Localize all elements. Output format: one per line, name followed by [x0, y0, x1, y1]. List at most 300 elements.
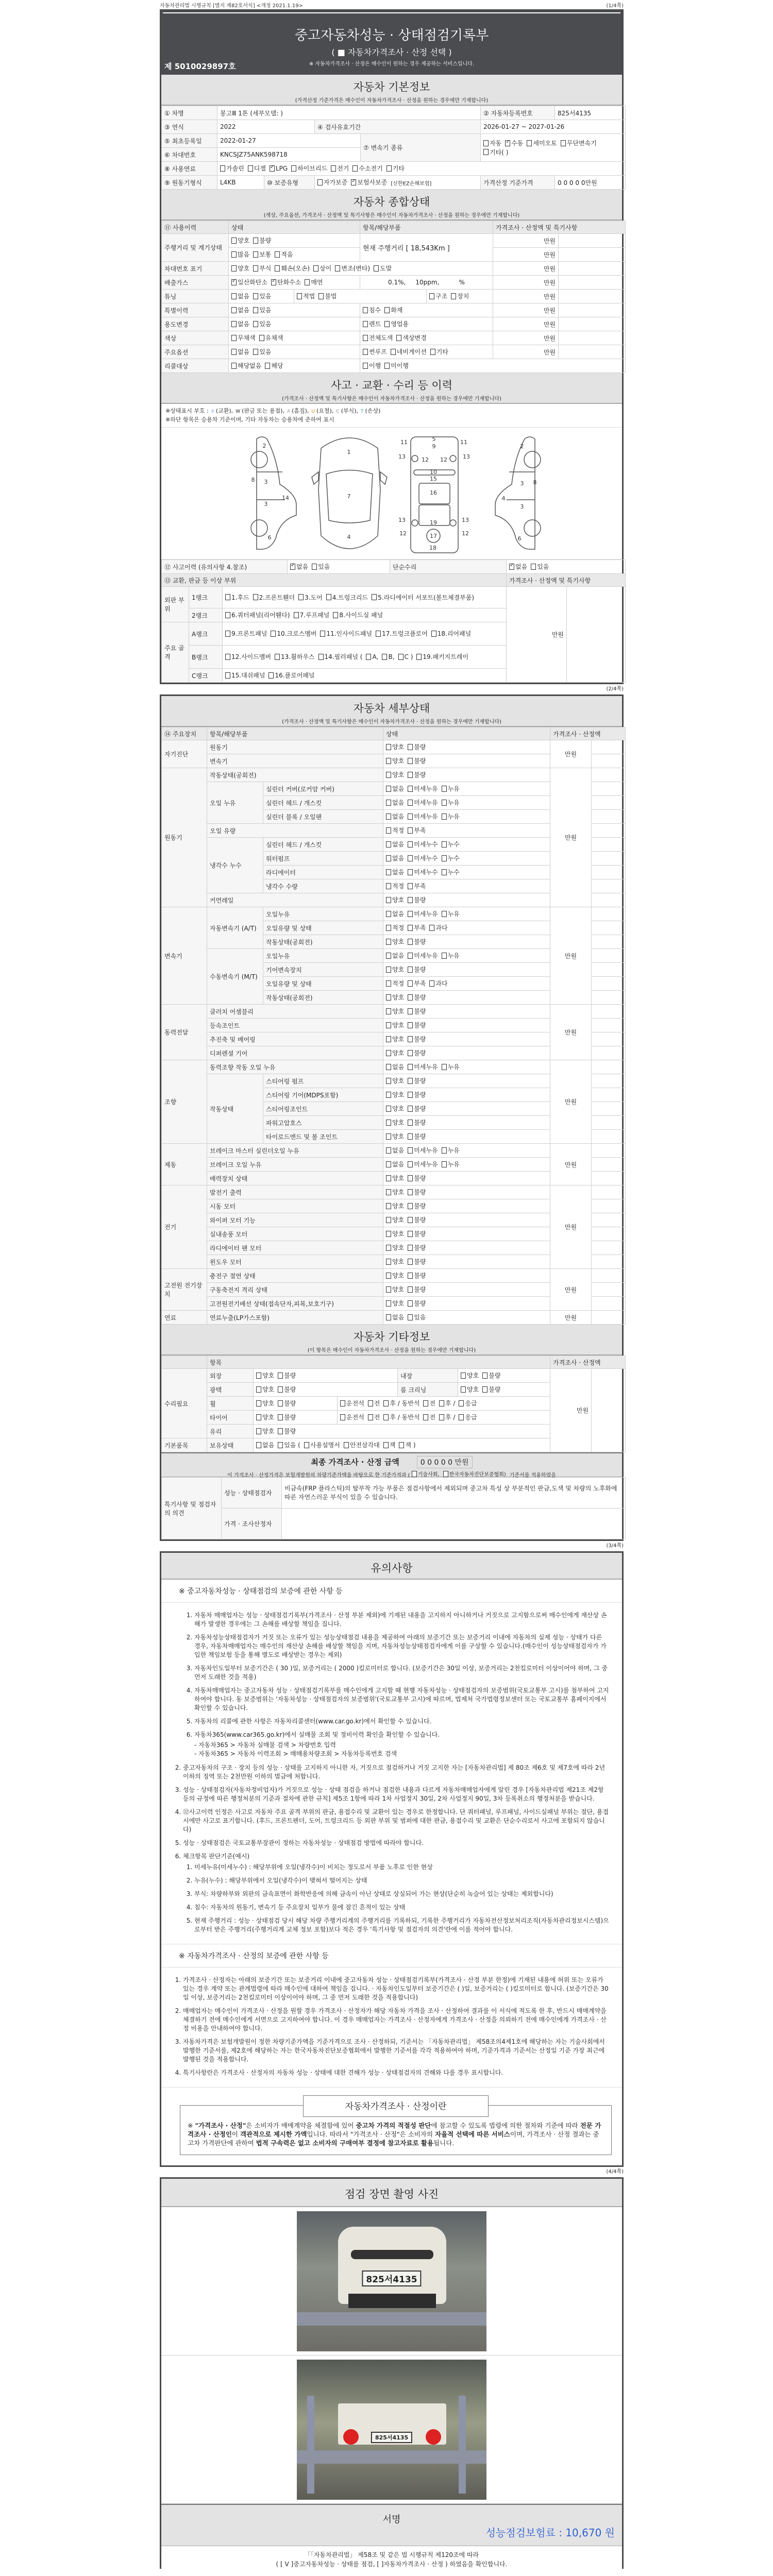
checkbox-icon[interactable]: [442, 855, 447, 861]
checkbox-icon[interactable]: [408, 1092, 413, 1098]
checkbox-option[interactable]: [429, 292, 447, 300]
checkbox-icon[interactable]: [408, 883, 413, 889]
checkbox-icon[interactable]: [482, 1372, 488, 1379]
checkbox-icon[interactable]: [386, 1245, 391, 1251]
checkbox-option[interactable]: [270, 165, 288, 172]
checkbox-icon[interactable]: [331, 165, 336, 172]
checkbox-option[interactable]: [326, 593, 368, 602]
checkbox-option[interactable]: [386, 993, 404, 1002]
checkbox-icon[interactable]: [408, 1050, 413, 1056]
checkbox-option[interactable]: [386, 965, 404, 974]
checkbox-icon[interactable]: [483, 149, 489, 155]
checkbox-icon[interactable]: [451, 293, 456, 299]
checkbox-option[interactable]: [408, 1076, 426, 1085]
checkbox-icon[interactable]: [386, 1036, 391, 1042]
checkbox-option[interactable]: [408, 812, 438, 821]
checkbox-icon[interactable]: [253, 594, 258, 600]
checkbox-option[interactable]: [482, 1385, 500, 1394]
checkbox-icon[interactable]: [386, 980, 391, 987]
checkbox-icon[interactable]: [318, 654, 324, 660]
checkbox-option[interactable]: [271, 278, 301, 286]
checkbox-option[interactable]: [386, 1160, 404, 1168]
checkbox-option[interactable]: [294, 611, 330, 619]
checkbox-option[interactable]: [531, 562, 549, 571]
checkbox-icon[interactable]: [386, 1008, 391, 1014]
checkbox-option[interactable]: [386, 1271, 404, 1280]
checkbox-icon[interactable]: [225, 672, 230, 679]
checkbox-option[interactable]: [386, 895, 404, 904]
checkbox-option[interactable]: [386, 1229, 404, 1238]
checkbox-option[interactable]: [408, 1299, 426, 1308]
checkbox-option[interactable]: [399, 1440, 415, 1449]
checkbox-icon[interactable]: [384, 307, 390, 313]
checkbox-option[interactable]: [408, 1257, 426, 1266]
checkbox-option[interactable]: [340, 1399, 364, 1408]
checkbox-option[interactable]: [408, 1313, 426, 1321]
checkbox-icon[interactable]: [384, 363, 390, 369]
checkbox-icon[interactable]: [352, 165, 358, 172]
checkbox-option[interactable]: [275, 652, 314, 661]
checkbox-option[interactable]: [408, 1062, 438, 1071]
checkbox-option[interactable]: [231, 278, 267, 286]
checkbox-icon[interactable]: [408, 1036, 413, 1042]
checkbox-icon[interactable]: [335, 265, 340, 272]
checkbox-icon[interactable]: [429, 925, 434, 931]
checkbox-option[interactable]: [461, 1385, 479, 1394]
checkbox-icon[interactable]: [225, 594, 230, 600]
checkbox-option[interactable]: [231, 306, 249, 314]
checkbox-icon[interactable]: [275, 251, 280, 258]
checkbox-option[interactable]: [391, 347, 427, 356]
checkbox-icon[interactable]: [366, 654, 371, 660]
checkbox-icon[interactable]: [429, 980, 434, 987]
checkbox-icon[interactable]: [294, 612, 299, 618]
checkbox-option[interactable]: [253, 319, 271, 328]
checkbox-icon[interactable]: [439, 1400, 444, 1406]
checkbox-icon[interactable]: [363, 307, 368, 313]
checkbox-option[interactable]: [317, 178, 347, 187]
checkbox-icon[interactable]: [312, 564, 317, 570]
checkbox-icon[interactable]: [408, 800, 413, 806]
checkbox-icon[interactable]: [408, 1106, 413, 1112]
checkbox-icon[interactable]: [408, 1064, 413, 1070]
checkbox-icon[interactable]: [386, 814, 391, 820]
checkbox-option[interactable]: [408, 1021, 426, 1029]
checkbox-option[interactable]: [483, 139, 501, 147]
checkbox-option[interactable]: [253, 593, 295, 602]
checkbox-icon[interactable]: [412, 1471, 417, 1477]
checkbox-icon[interactable]: [383, 1400, 389, 1406]
checkbox-icon[interactable]: [253, 238, 258, 244]
checkbox-icon[interactable]: [386, 827, 391, 834]
checkbox-icon[interactable]: [253, 265, 258, 272]
checkbox-option[interactable]: [429, 979, 447, 988]
checkbox-option[interactable]: [265, 361, 283, 370]
checkbox-option[interactable]: [253, 264, 271, 273]
checkbox-icon[interactable]: [382, 654, 387, 660]
checkbox-option[interactable]: [231, 347, 249, 356]
checkbox-option[interactable]: [408, 951, 438, 960]
checkbox-icon[interactable]: [408, 744, 413, 750]
checkbox-option[interactable]: [368, 1399, 380, 1408]
checkbox-option[interactable]: [278, 1399, 296, 1408]
checkbox-icon[interactable]: [386, 897, 391, 903]
checkbox-icon[interactable]: [256, 1442, 261, 1448]
checkbox-icon[interactable]: [291, 165, 296, 172]
checkbox-option[interactable]: [442, 854, 460, 862]
checkbox-icon[interactable]: [442, 1064, 447, 1070]
checkbox-icon[interactable]: [386, 1217, 391, 1223]
checkbox-option[interactable]: [304, 1440, 340, 1449]
checkbox-option[interactable]: [225, 593, 249, 602]
checkbox-option[interactable]: [386, 1048, 404, 1057]
checkbox-icon[interactable]: [318, 293, 324, 299]
checkbox-icon[interactable]: [408, 1203, 413, 1209]
checkbox-icon[interactable]: [225, 654, 230, 660]
checkbox-icon[interactable]: [459, 1400, 464, 1406]
checkbox-icon[interactable]: [256, 1372, 261, 1379]
checkbox-option[interactable]: [383, 1399, 419, 1408]
checkbox-icon[interactable]: [416, 654, 422, 660]
checkbox-option[interactable]: [366, 653, 378, 660]
checkbox-option[interactable]: [386, 1201, 404, 1210]
checkbox-option[interactable]: [253, 250, 271, 259]
checkbox-option[interactable]: [376, 629, 428, 638]
checkbox-option[interactable]: [351, 178, 387, 187]
checkbox-option[interactable]: [386, 784, 404, 793]
checkbox-option[interactable]: [363, 319, 381, 328]
checkbox-icon[interactable]: [408, 869, 413, 875]
checkbox-option[interactable]: [363, 306, 381, 314]
checkbox-option[interactable]: [386, 868, 404, 876]
checkbox-option[interactable]: [408, 979, 426, 988]
checkbox-icon[interactable]: [408, 911, 413, 917]
checkbox-icon[interactable]: [386, 758, 391, 764]
checkbox-option[interactable]: [363, 333, 393, 342]
checkbox-option[interactable]: [382, 653, 394, 660]
checkbox-icon[interactable]: [423, 1414, 428, 1420]
checkbox-option[interactable]: [253, 292, 271, 300]
checkbox-icon[interactable]: [431, 631, 436, 637]
checkbox-option[interactable]: [256, 1371, 274, 1380]
checkbox-icon[interactable]: [298, 594, 304, 600]
checkbox-icon[interactable]: [225, 631, 230, 637]
checkbox-icon[interactable]: [259, 335, 264, 341]
checkbox-icon[interactable]: [408, 1133, 413, 1140]
checkbox-option[interactable]: [429, 923, 447, 932]
checkbox-option[interactable]: [312, 562, 330, 571]
checkbox-option[interactable]: [298, 593, 323, 602]
checkbox-option[interactable]: [408, 1215, 426, 1224]
checkbox-option[interactable]: [561, 139, 597, 147]
checkbox-icon[interactable]: [248, 165, 253, 172]
checkbox-option[interactable]: [408, 840, 438, 849]
checkbox-icon[interactable]: [386, 869, 391, 875]
checkbox-icon[interactable]: [317, 179, 323, 185]
checkbox-icon[interactable]: [408, 953, 413, 959]
checkbox-option[interactable]: [408, 1285, 426, 1294]
checkbox-option[interactable]: [368, 1413, 380, 1421]
checkbox-option[interactable]: [231, 361, 261, 370]
checkbox-option[interactable]: [278, 1371, 296, 1380]
checkbox-icon[interactable]: [531, 564, 536, 570]
checkbox-icon[interactable]: [386, 744, 391, 750]
checkbox-option[interactable]: [408, 784, 438, 793]
checkbox-option[interactable]: [408, 1174, 426, 1182]
checkbox-icon[interactable]: [278, 1442, 283, 1448]
checkbox-option[interactable]: [408, 1271, 426, 1280]
checkbox-icon[interactable]: [461, 1372, 466, 1379]
checkbox-option[interactable]: [278, 1427, 296, 1435]
checkbox-checked-icon[interactable]: [351, 179, 356, 185]
checkbox-icon[interactable]: [408, 1314, 413, 1320]
checkbox-option[interactable]: [374, 264, 392, 273]
checkbox-option[interactable]: [430, 347, 448, 356]
checkbox-icon[interactable]: [408, 758, 413, 764]
checkbox-icon[interactable]: [408, 1231, 413, 1237]
checkbox-option[interactable]: [396, 333, 426, 342]
checkbox-option[interactable]: [231, 292, 249, 300]
checkbox-icon[interactable]: [386, 1120, 391, 1126]
checkbox-icon[interactable]: [376, 631, 381, 637]
checkbox-option[interactable]: [451, 292, 469, 300]
checkbox-option[interactable]: [256, 1385, 274, 1394]
checkbox-icon[interactable]: [265, 363, 270, 369]
checkbox-option[interactable]: [384, 306, 402, 314]
checkbox-icon[interactable]: [231, 265, 237, 272]
checkbox-option[interactable]: [439, 1399, 455, 1408]
checkbox-icon[interactable]: [271, 631, 276, 637]
checkbox-icon[interactable]: [386, 994, 391, 1001]
checkbox-option[interactable]: [386, 770, 404, 779]
checkbox-option[interactable]: [386, 951, 404, 960]
checkbox-icon[interactable]: [386, 1022, 391, 1028]
checkbox-icon[interactable]: [340, 1400, 345, 1406]
checkbox-option[interactable]: [412, 1470, 440, 1478]
checkbox-icon[interactable]: [408, 1161, 413, 1167]
checkbox-option[interactable]: [408, 1035, 426, 1043]
checkbox-option[interactable]: [443, 1470, 506, 1478]
checkbox-option[interactable]: [386, 1215, 404, 1224]
checkbox-icon[interactable]: [408, 1120, 413, 1126]
checkbox-icon[interactable]: [363, 363, 368, 369]
checkbox-icon[interactable]: [374, 265, 379, 272]
checkbox-icon[interactable]: [333, 612, 338, 618]
checkbox-option[interactable]: [408, 1146, 438, 1155]
checkbox-icon[interactable]: [268, 672, 274, 679]
checkbox-option[interactable]: [386, 1021, 404, 1029]
checkbox-option[interactable]: [278, 1385, 296, 1394]
checkbox-option[interactable]: [408, 742, 426, 751]
checkbox-icon[interactable]: [408, 1259, 413, 1265]
checkbox-option[interactable]: [363, 347, 387, 356]
checkbox-checked-icon[interactable]: [270, 165, 275, 172]
checkbox-icon[interactable]: [386, 1300, 391, 1307]
checkbox-option[interactable]: [231, 319, 249, 328]
checkbox-option[interactable]: [386, 1062, 404, 1071]
checkbox-icon[interactable]: [326, 594, 331, 600]
checkbox-option[interactable]: [256, 1427, 274, 1435]
checkbox-option[interactable]: [225, 611, 290, 619]
checkbox-checked-icon[interactable]: [231, 279, 237, 285]
checkbox-option[interactable]: [442, 868, 460, 876]
checkbox-icon[interactable]: [256, 1386, 261, 1393]
checkbox-icon[interactable]: [423, 1400, 428, 1406]
checkbox-option[interactable]: [318, 652, 363, 661]
checkbox-icon[interactable]: [398, 654, 404, 660]
checkbox-option[interactable]: [398, 653, 413, 660]
checkbox-option[interactable]: [320, 629, 372, 638]
checkbox-checked-icon[interactable]: [271, 279, 276, 285]
checkbox-icon[interactable]: [442, 869, 447, 875]
checkbox-option[interactable]: [344, 1440, 380, 1449]
checkbox-icon[interactable]: [313, 265, 318, 272]
checkbox-icon[interactable]: [408, 855, 413, 861]
checkbox-option[interactable]: [386, 1035, 404, 1043]
checkbox-icon[interactable]: [253, 293, 258, 299]
checkbox-option[interactable]: [505, 139, 523, 147]
checkbox-icon[interactable]: [386, 1078, 391, 1084]
checkbox-option[interactable]: [408, 1104, 426, 1113]
checkbox-option[interactable]: [383, 1440, 396, 1449]
checkbox-icon[interactable]: [253, 307, 258, 313]
checkbox-option[interactable]: [331, 164, 349, 173]
checkbox-option[interactable]: [386, 1243, 404, 1252]
checkbox-icon[interactable]: [386, 953, 391, 959]
checkbox-icon[interactable]: [225, 612, 230, 618]
checkbox-icon[interactable]: [386, 1286, 391, 1293]
checkbox-icon[interactable]: [253, 321, 258, 327]
checkbox-option[interactable]: [248, 164, 266, 173]
checkbox-icon[interactable]: [372, 594, 377, 600]
checkbox-icon[interactable]: [340, 1414, 345, 1420]
checkbox-option[interactable]: [290, 562, 308, 571]
checkbox-icon[interactable]: [386, 1050, 391, 1056]
checkbox-icon[interactable]: [429, 293, 434, 299]
checkbox-option[interactable]: [386, 882, 404, 890]
checkbox-icon[interactable]: [386, 925, 391, 931]
checkbox-option[interactable]: [225, 629, 267, 638]
checkbox-icon[interactable]: [408, 1300, 413, 1307]
checkbox-option[interactable]: [386, 812, 404, 821]
checkbox-icon[interactable]: [391, 349, 396, 355]
checkbox-option[interactable]: [459, 1399, 477, 1408]
checkbox-option[interactable]: [340, 1413, 364, 1421]
checkbox-option[interactable]: [408, 798, 438, 807]
checkbox-icon[interactable]: [384, 321, 390, 327]
checkbox-icon[interactable]: [386, 1189, 391, 1195]
checkbox-icon[interactable]: [408, 1189, 413, 1195]
checkbox-option[interactable]: [386, 164, 405, 173]
checkbox-icon[interactable]: [408, 980, 413, 987]
checkbox-option[interactable]: [442, 1146, 460, 1155]
checkbox-option[interactable]: [268, 671, 314, 680]
checkbox-icon[interactable]: [386, 855, 391, 861]
checkbox-icon[interactable]: [386, 1064, 391, 1070]
checkbox-icon[interactable]: [231, 321, 237, 327]
checkbox-option[interactable]: [386, 1007, 404, 1015]
checkbox-option[interactable]: [291, 164, 327, 173]
checkbox-icon[interactable]: [231, 251, 237, 258]
checkbox-option[interactable]: [483, 148, 508, 157]
checkbox-icon[interactable]: [408, 1022, 413, 1028]
checkbox-option[interactable]: [372, 593, 474, 602]
checkbox-option[interactable]: [442, 784, 460, 793]
checkbox-option[interactable]: [386, 840, 404, 849]
checkbox-icon[interactable]: [408, 994, 413, 1001]
checkbox-icon[interactable]: [363, 321, 368, 327]
checkbox-option[interactable]: [231, 333, 256, 342]
checkbox-checked-icon[interactable]: [290, 564, 295, 570]
checkbox-option[interactable]: [383, 1413, 419, 1421]
checkbox-option[interactable]: [408, 1007, 426, 1015]
checkbox-icon[interactable]: [386, 800, 391, 806]
checkbox-option[interactable]: [442, 840, 460, 849]
checkbox-option[interactable]: [225, 652, 271, 661]
checkbox-icon[interactable]: [408, 1286, 413, 1293]
checkbox-option[interactable]: [431, 629, 471, 638]
checkbox-option[interactable]: [509, 562, 527, 571]
checkbox-option[interactable]: [459, 1413, 477, 1421]
checkbox-icon[interactable]: [527, 140, 532, 146]
checkbox-option[interactable]: [408, 1048, 426, 1057]
checkbox-option[interactable]: [313, 264, 331, 273]
checkbox-icon[interactable]: [320, 631, 325, 637]
checkbox-option[interactable]: [386, 1132, 404, 1141]
checkbox-icon[interactable]: [408, 772, 413, 778]
checkbox-option[interactable]: [335, 264, 370, 273]
checkbox-option[interactable]: [386, 1104, 404, 1113]
checkbox-option[interactable]: [386, 798, 404, 807]
checkbox-icon[interactable]: [408, 827, 413, 834]
checkbox-icon[interactable]: [386, 1231, 391, 1237]
checkbox-option[interactable]: [408, 993, 426, 1002]
checkbox-icon[interactable]: [256, 1414, 261, 1420]
checkbox-option[interactable]: [386, 979, 404, 988]
checkbox-option[interactable]: [225, 671, 265, 680]
checkbox-icon[interactable]: [386, 841, 391, 848]
checkbox-icon[interactable]: [363, 349, 368, 355]
checkbox-option[interactable]: [231, 236, 249, 245]
checkbox-option[interactable]: [408, 895, 426, 904]
checkbox-option[interactable]: [384, 361, 409, 370]
checkbox-option[interactable]: [442, 951, 460, 960]
checkbox-option[interactable]: [253, 236, 271, 245]
checkbox-option[interactable]: [305, 278, 323, 286]
checkbox-icon[interactable]: [386, 786, 391, 792]
checkbox-option[interactable]: [333, 611, 383, 619]
checkbox-option[interactable]: [527, 139, 557, 147]
checkbox-option[interactable]: [416, 652, 468, 661]
checkbox-option[interactable]: [408, 923, 426, 932]
checkbox-icon[interactable]: [408, 1273, 413, 1279]
checkbox-option[interactable]: [461, 1371, 479, 1380]
checkbox-option[interactable]: [442, 909, 460, 918]
checkbox-icon[interactable]: [278, 1414, 283, 1420]
checkbox-icon[interactable]: [275, 654, 280, 660]
checkbox-icon[interactable]: [220, 165, 225, 172]
checkbox-option[interactable]: [256, 1399, 274, 1408]
checkbox-icon[interactable]: [439, 1414, 444, 1420]
checkbox-icon[interactable]: [304, 1442, 309, 1448]
checkbox-icon[interactable]: [278, 1372, 283, 1379]
checkbox-icon[interactable]: [278, 1400, 283, 1406]
checkbox-icon[interactable]: [253, 349, 258, 355]
checkbox-icon[interactable]: [408, 841, 413, 848]
checkbox-icon[interactable]: [386, 1133, 391, 1140]
checkbox-icon[interactable]: [386, 1147, 391, 1154]
checkbox-option[interactable]: [408, 882, 426, 890]
